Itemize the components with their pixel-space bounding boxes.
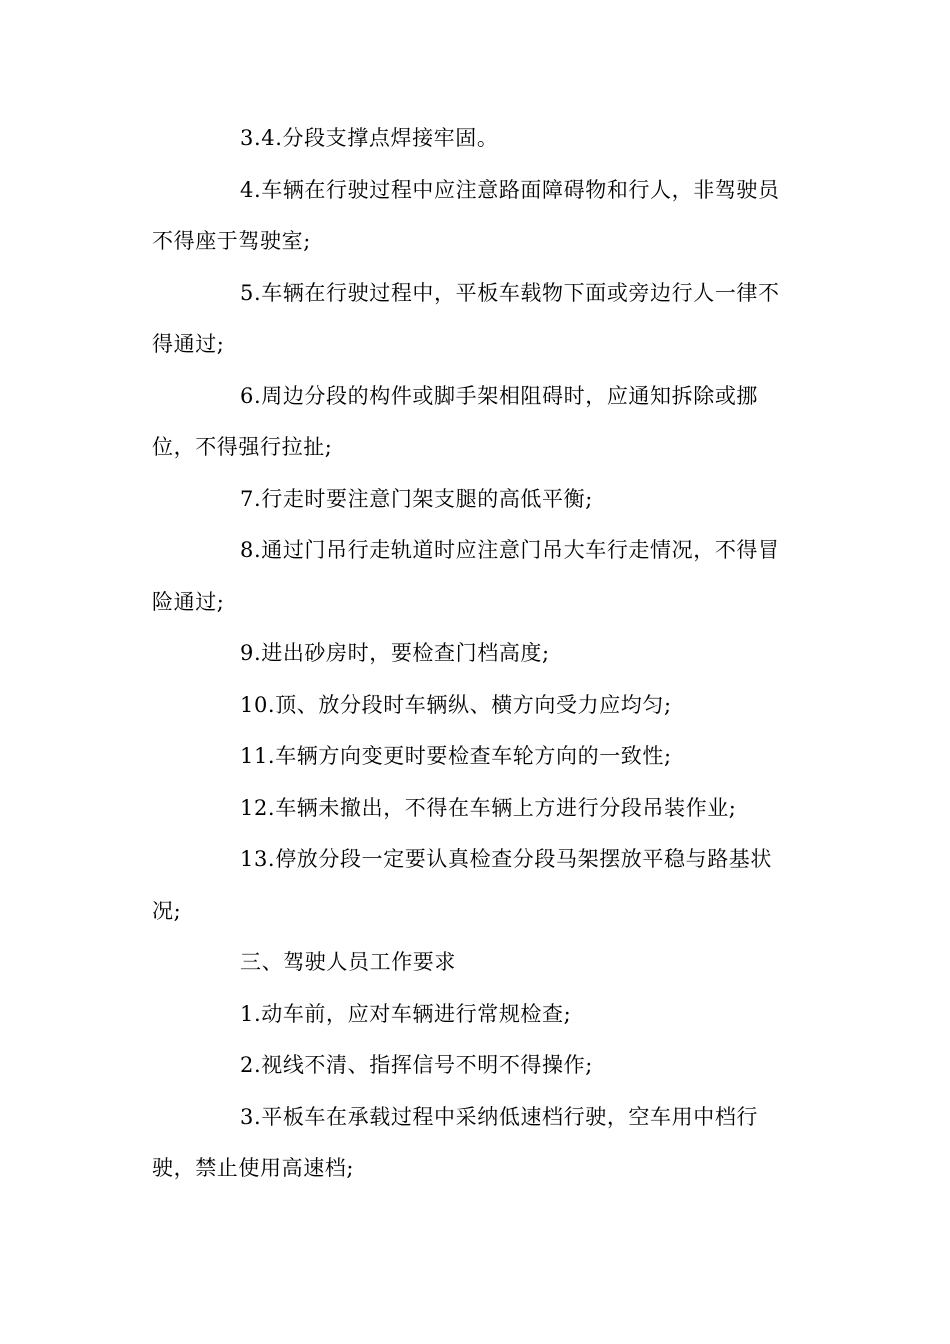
paragraph-4: 4.车辆在行驶过程中应注意路面障碍物和行人，非驾驶员不得座于驾驶室; <box>152 177 780 253</box>
paragraph-11: 11.车辆方向变更时要检查车轮方向的一致性; <box>240 744 672 768</box>
requirement-3: 3.平板车在承载过程中采纳低速档行驶，空车用中档行驶，禁止使用高速档; <box>152 1104 759 1180</box>
paragraph-5: 5.车辆在行驶过程中，平板车载物下面或旁边行人一律不得通过; <box>152 280 780 356</box>
paragraph-10: 10.顶、放分段时车辆纵、横方向受力应均匀; <box>240 692 672 717</box>
section-heading-driver-requirements: 三、驾驶人员工作要求 <box>240 950 456 974</box>
paragraph-6: 6.周边分段的构件或脚手架相阻碍时，应通知拆除或挪位，不得强行拉扯; <box>152 383 759 459</box>
requirement-1: 1.动车前，应对车辆进行常规检查; <box>240 1001 572 1026</box>
paragraph-3-4: 3.4.分段支撑点焊接牢固。 <box>240 126 499 150</box>
paragraph-9: 9.进出砂房时，要检查门档高度; <box>240 641 550 665</box>
paragraph-7: 7.行走时要注意门架支腿的高低平衡; <box>240 486 593 511</box>
requirement-2: 2.视线不清、指挥信号不明不得操作; <box>240 1053 593 1077</box>
paragraph-12: 12.车辆未撤出，不得在车辆上方进行分段吊装作业; <box>240 795 737 820</box>
paragraph-8: 8.通过门吊行走轨道时应注意门吊大车行走情况，不得冒险通过; <box>152 538 780 614</box>
paragraph-13: 13.停放分段一定要认真检查分段马架摆放平稳与路基状况; <box>152 847 772 923</box>
document-body <box>152 113 797 1195</box>
